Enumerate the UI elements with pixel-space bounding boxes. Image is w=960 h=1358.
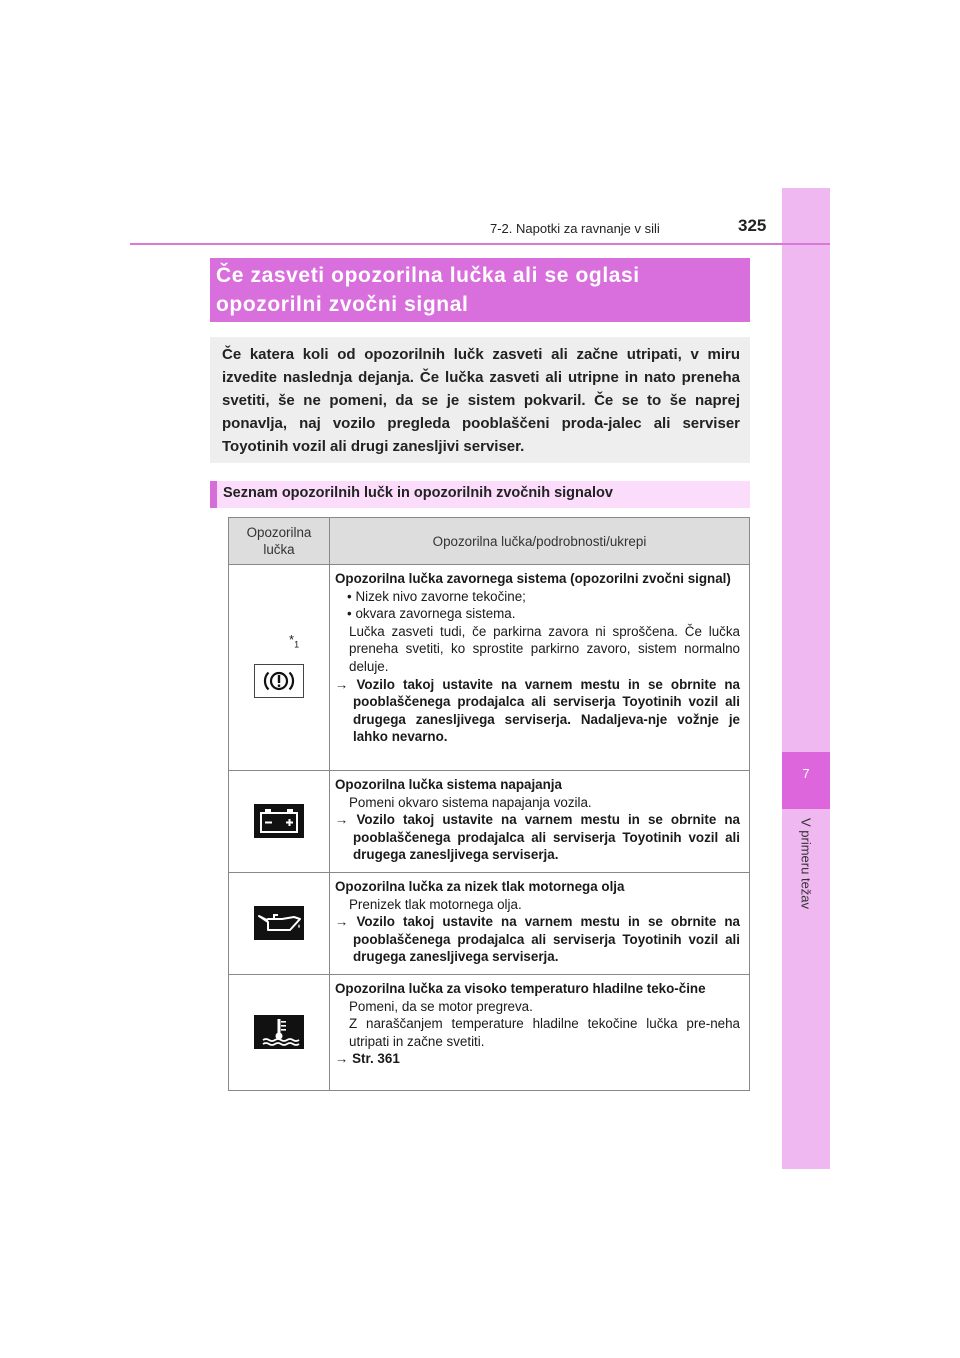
column-header-details: Opozorilna lučka/podrobnosti/ukrepi (330, 518, 750, 565)
oil-can-icon (254, 906, 304, 940)
footnote-marker (289, 631, 299, 654)
table-row (229, 974, 750, 1090)
header-rule (130, 243, 830, 245)
column-header-light (229, 518, 330, 565)
footnote-star: * (289, 632, 295, 647)
table-row (229, 771, 750, 873)
list-item (335, 605, 740, 623)
table-header-row (229, 518, 750, 565)
battery-icon (254, 804, 304, 838)
bullet-text: Nizek nivo zavorne tekočine; (355, 588, 526, 604)
row-title: Opozorilna lučka zavornega sistema (opozorilni zvočni signal) (335, 571, 731, 586)
icon-cell (229, 565, 330, 771)
row-title: Opozorilna lučka za visoko temperaturo hladilne teko-čine (335, 980, 706, 996)
page-number: 325 (738, 216, 767, 235)
page-title: Če zasveti opozorilna lučka ali se oglasi opozorilni zvočni signal (216, 264, 640, 316)
bullet: • (347, 606, 352, 622)
details-cell (330, 872, 750, 974)
chapter-label-text: V primeru težav (798, 818, 814, 910)
row-description: Pomeni okvaro sistema napajanja vozila. (349, 794, 592, 810)
icon-cell (229, 872, 330, 974)
action-text: Vozilo takoj ustavite na varnem mestu in se obrnite na pooblaščenega prodajalca ali serviserja Toyotinih vozil ali drugega zanesljivega serviserja. (353, 812, 740, 863)
bullet: • (347, 588, 352, 604)
icon-cell (229, 974, 330, 1090)
warning-lights-table (228, 517, 750, 1091)
column-header-light-line1: Opozorilna (246, 525, 312, 540)
action-text: Vozilo takoj ustavite na varnem mestu in se obrnite na pooblaščenega prodajalca ali serviserja Toyotinih vozil ali drugega zanesljivega serviserja. Nadaljeva-nje vožnje je lahko nevarno. (353, 676, 740, 745)
action-text: Vozilo takoj ustavite na varnem mestu in se obrnite na pooblaščenega prodajalca ali serviserja Toyotinih vozil ali drugega zanesljivega serviserja. (353, 914, 740, 965)
table-row (229, 565, 750, 771)
details-cell (330, 771, 750, 873)
list-item (335, 588, 740, 606)
row-description: Pomeni, da se motor pregreva. (349, 998, 533, 1014)
bullet-text: okvara zavornega sistema. (355, 606, 516, 622)
coolant-temperature-icon (254, 1015, 304, 1049)
row-action (335, 811, 740, 864)
footnote-number: 1 (294, 639, 300, 650)
page-reference[interactable] (335, 1050, 740, 1068)
arrow-icon: → (335, 676, 349, 692)
row-action (335, 676, 740, 746)
chapter-number: 7 (802, 766, 810, 781)
title-box (210, 258, 750, 322)
column-header-light-line2: lučka (263, 542, 295, 557)
side-strip (782, 188, 830, 1169)
row-note: Lučka zasveti tudi, če parkirna zavora ni sproščena. Če lučka preneha svetiti, ko sprostite parkirno zavoro, sistem normalno deluje. (349, 623, 740, 674)
row-action (335, 913, 740, 966)
subheading: Seznam opozorilnih lučk in opozorilnih zvočnih signalov (210, 481, 750, 508)
chapter-label (782, 812, 830, 962)
row-description: Z naraščanjem temperature hladilne tekočine lučka pre-neha utripati in začne svetiti. (349, 1016, 740, 1049)
section-title: 7-2. Napotki za ravnanje v sili (490, 221, 660, 236)
row-title: Opozorilna lučka za nizek tlak motornega olja (335, 878, 625, 894)
row-description: Prenizek tlak motornega olja. (349, 896, 522, 912)
arrow-icon: → (335, 812, 349, 828)
icon-cell (229, 771, 330, 873)
reference-text: Str. 361 (352, 1051, 400, 1067)
intro-paragraph: Če katera koli od opozorilnih lučk zasveti ali začne utripati, v miru izvedite naslednja dejanja. Če lučka zasveti ali utripne in nato preneha svetiti, še ne pomeni, da se je sistem pokvaril. Če se to še naprej ponavlja, naj vozilo pregleda pooblaščeni proda-jalec ali serviser Toyotinih vozil ali drugi zanesljivi serviser. (210, 337, 750, 463)
row-title: Opozorilna lučka sistema napajanja (335, 777, 562, 792)
arrow-icon: → (335, 914, 349, 930)
arrow-icon: → (335, 1051, 349, 1067)
brake-warning-icon (254, 664, 304, 698)
details-cell (330, 565, 750, 771)
details-cell (330, 974, 750, 1090)
table-row (229, 872, 750, 974)
